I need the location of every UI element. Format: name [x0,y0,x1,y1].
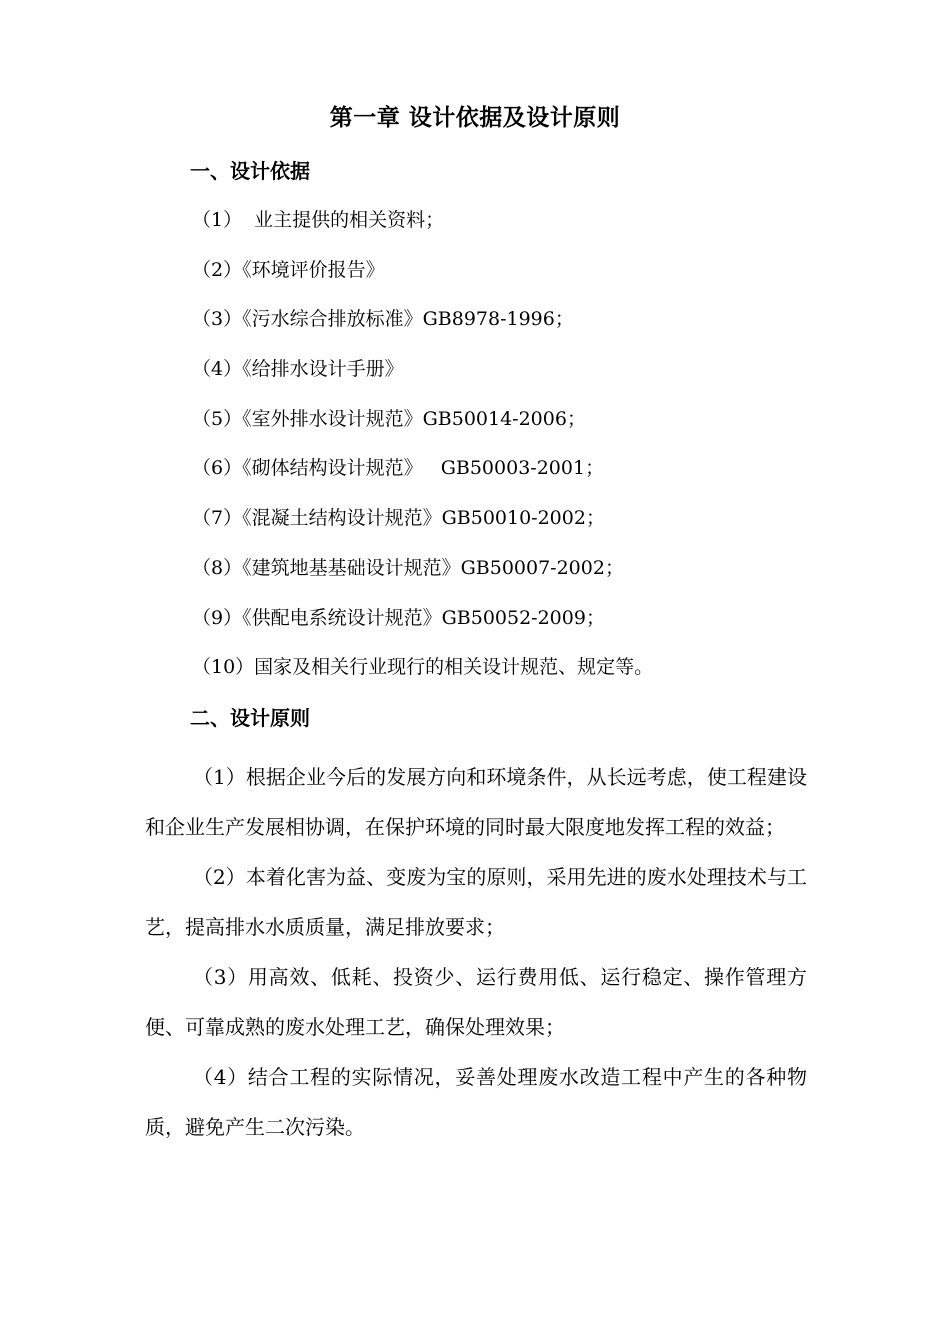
chapter-title: 第一章 设计依据及设计原则 [329,105,621,131]
design-principles-body [145,752,807,1152]
section-heading-design-principles: 二、设计原则 [190,706,310,730]
list-item: （8）《建筑地基基础设计规范》GB50007-2002； [192,556,624,579]
list-item: （1） 业主提供的相关资料； [192,209,445,231]
principle-paragraph: （3）用高效、低耗、投资少、运行费用低、运行稳定、操作管理方便、可靠成熟的废水处理工艺，确保处理效果； [145,965,807,1039]
section-heading-design-basis: 一、设计依据 [190,159,310,183]
list-item: （3）《污水综合排放标准》GB8978-1996； [192,308,574,331]
list-item: （5）《室外排水设计规范》GB50014-2006； [192,407,586,430]
list-item: （2）《环境评价报告》 [192,258,385,281]
list-item: （6）《砌体结构设计规范》 GB50003-2001； [192,457,605,480]
list-item: （10）国家及相关行业现行的相关设计规范、规定等。 [192,656,654,679]
principle-paragraph: （2）本着化害为益、变废为宝的原则，采用先进的废水处理技术与工艺，提高排水水质质量，满足排放要求； [145,865,807,939]
principle-paragraph: （4）结合工程的实际情况，妥善处理废水改造工程中产生的各种物质，避免产生二次污染。 [145,1065,807,1139]
list-item: （7）《混凝土结构设计规范》GB50010-2002； [192,507,605,530]
list-item: （4）《给排水设计手册》 [192,358,404,381]
principle-paragraph: （1）根据企业今后的发展方向和环境条件，从长远考虑，使工程建设和企业生产发展相协调，在保护环境的同时最大限度地发挥工程的效益； [145,765,807,839]
design-basis-list [192,204,653,701]
list-item: （9）《供配电系统设计规范》GB50052-2009； [192,606,605,629]
